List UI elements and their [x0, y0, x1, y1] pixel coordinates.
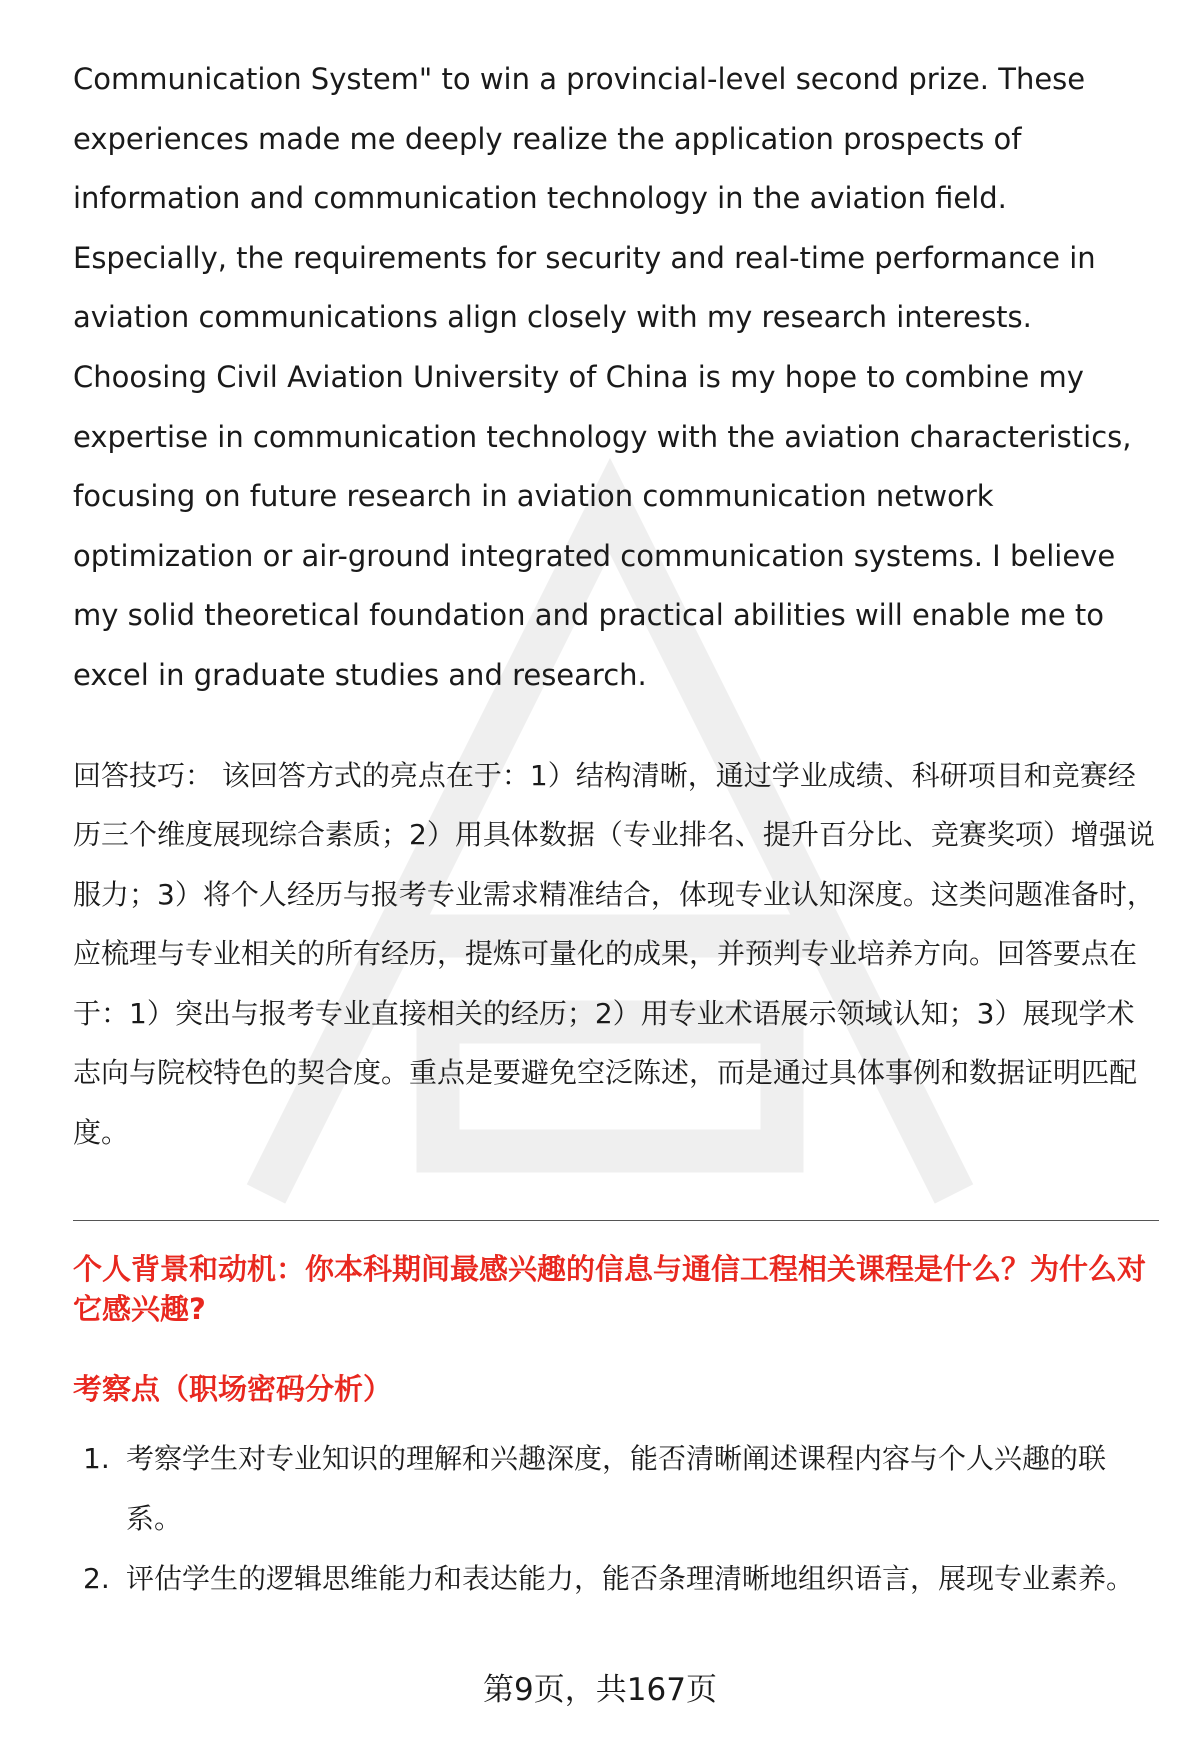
assessment-points-list [73, 1429, 1159, 1609]
list-item [73, 1549, 1159, 1609]
list-item [73, 1429, 1159, 1549]
list-item-number: 1. [83, 1442, 110, 1476]
assessment-subheading: 考察点（职场密码分析） [73, 1372, 393, 1407]
page-content [73, 50, 1159, 1609]
answer-tips-paragraph: 回答技巧： 该回答方式的亮点在于：1）结构清晰，通过学业成绩、科研项目和竞赛经历三个维度展现综合素质；2）用具体数据（专业排名、提升百分比、竞赛奖项）增强说服力；3）将个人经历与报考专业需求精准结合，体现专业认知深度。这类问题准备时，应梳理与专业相关的所有经历，提炼可量化的成果，并预判专业培养方向。回答要点在于：1）突出与报考专业直接相关的经历；2）用专业术语展示领域认知；3）展现学术志向与院校特色的契合度。重点是要避免空泛陈述，而是通过具体事例和数据证明匹配度。 [73, 758, 1155, 1149]
list-item-number: 2. [83, 1562, 110, 1596]
english-answer-paragraph: Communication System" to win a provincial-level second prize. These experiences made me deeply realize the application prospects of information and communication technology in the aviation field. Especially, the requirements for security and real-time performance in aviation communications align closely with my research interests. Choosing Civil Aviation University of China is my hope to combine my expertise in communication technology with the aviation characteristics, focusing on future research in aviation communication network optimization or air-ground integrated communication systems. I believe my solid theoretical foundation and practical abilities will enable me to excel in graduate studies and research. [73, 62, 1132, 692]
page-number-footer: 第9页，共167页 [483, 1672, 717, 1708]
list-item-text: 评估学生的逻辑思维能力和表达能力，能否条理清晰地组织语言，展现专业素养。 [126, 1562, 1135, 1596]
list-item-text: 考察学生对专业知识的理解和兴趣深度，能否清晰阐述课程内容与个人兴趣的联系。 [126, 1442, 1107, 1536]
section-divider [73, 1220, 1159, 1221]
question-title: 个人背景和动机：你本科期间最感兴趣的信息与通信工程相关课程是什么？为什么对它感兴趣? [73, 1252, 1147, 1327]
